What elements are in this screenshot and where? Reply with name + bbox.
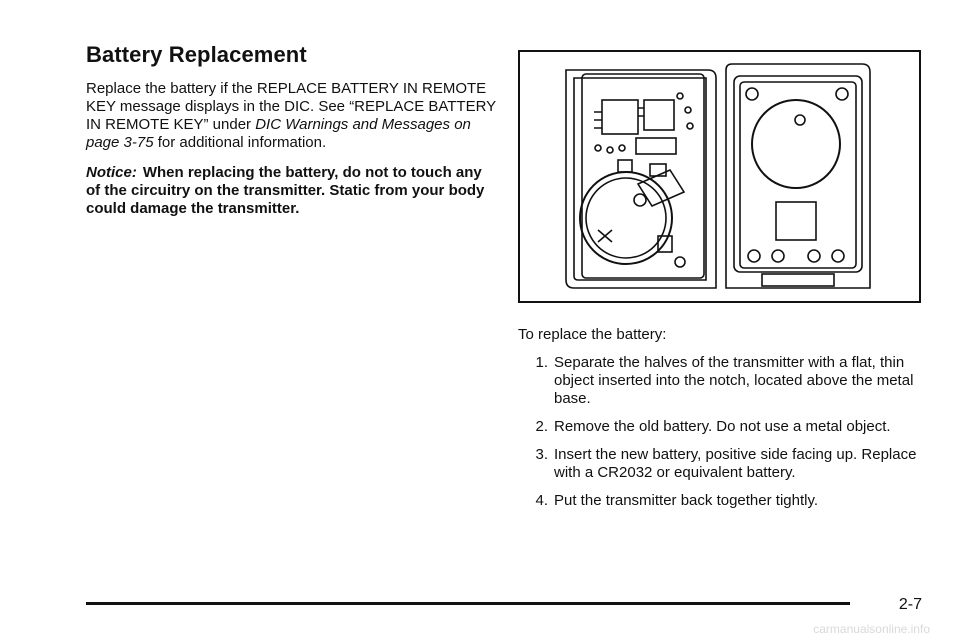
transmitter-open-drawing xyxy=(520,52,919,301)
right-column xyxy=(518,318,928,520)
notice-text: When replacing the battery, do not to touch any of the circuitry on the transmitter. Static from your body could damage the transmitter. xyxy=(86,164,485,217)
section-title: Battery Replacement xyxy=(86,42,307,67)
step-text: Remove the old battery. Do not use a metal object. xyxy=(554,418,891,435)
notice-paragraph xyxy=(86,164,496,218)
page-number: 2-7 xyxy=(898,596,922,613)
circuit-half xyxy=(566,70,716,288)
step-number: 2. xyxy=(535,418,548,435)
step-item xyxy=(518,354,928,408)
step-text: Separate the halves of the transmitter with a flat, thin object inserted into the notch, located above the metal base. xyxy=(554,354,914,407)
intro-paragraph xyxy=(86,80,496,152)
step-item xyxy=(518,492,928,510)
step-text: Insert the new battery, positive side facing up. Replace with a CR2032 or equivalent battery. xyxy=(554,446,917,481)
footer-rule xyxy=(86,602,850,605)
case-half xyxy=(726,64,870,288)
procedure-steps xyxy=(518,354,928,510)
intro-text: Replace the battery if the REPLACE BATTERY IN REMOTE KEY message displays in the DIC. See “REPLACE BATTERY IN REMOTE KEY” under xyxy=(86,80,496,133)
notice-label: Notice: xyxy=(86,164,137,181)
procedure-intro: To replace the battery: xyxy=(518,326,667,343)
intro-tail: for additional information. xyxy=(153,134,327,151)
left-column xyxy=(86,42,496,218)
step-number: 3. xyxy=(535,446,548,463)
cross-reference: DIC Warnings and Messages on page 3-75 xyxy=(86,116,471,151)
step-text: Put the transmitter back together tightly. xyxy=(554,492,819,509)
transmitter-illustration xyxy=(518,50,921,303)
watermark: carmanualsonline.info xyxy=(813,622,930,636)
step-number: 4. xyxy=(535,492,548,509)
step-item xyxy=(518,446,928,482)
step-item xyxy=(518,418,928,436)
step-number: 1. xyxy=(535,354,548,371)
